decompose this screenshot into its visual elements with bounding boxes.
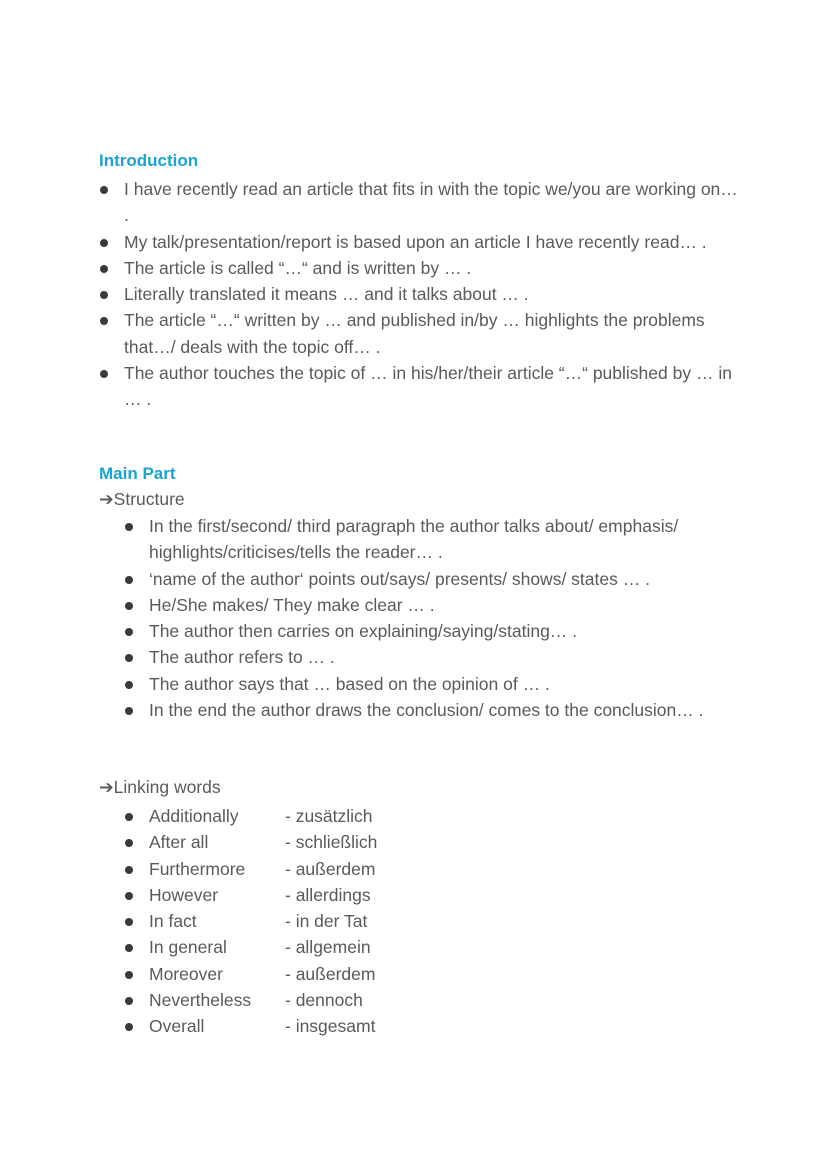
bullet-icon [125, 918, 133, 926]
bullet-icon [100, 239, 108, 247]
bullet-icon [125, 523, 133, 531]
list-item: Nevertheless - dennoch [124, 987, 444, 1013]
list-item: The article “…“ written by … and published in/by … highlights the problems that…/ deals with the topic off… . [99, 307, 739, 360]
bullet-icon [125, 576, 133, 584]
list-item: He/She makes/ They make clear … . [124, 592, 714, 618]
linking-words-list [124, 803, 444, 1040]
list-item: Literally translated it means … and it talks about … . [99, 281, 739, 307]
linking-words-label: ➔Linking words [99, 777, 221, 797]
bullet-icon [125, 944, 133, 952]
bullet-icon [125, 839, 133, 847]
list-item: However - allerdings [124, 882, 444, 908]
list-item: In the first/second/ third paragraph the author talks about/ emphasis/ highlights/criticises/tells the reader… . [124, 513, 714, 566]
introduction-list [99, 176, 739, 413]
bullet-icon [125, 602, 133, 610]
list-item: I have recently read an article that fits in with the topic we/you are working on… . [99, 176, 739, 229]
bullet-icon [125, 866, 133, 874]
list-item: The author touches the topic of … in his/her/their article “…“ published by … in … . [99, 360, 739, 413]
structure-label: ➔Structure [99, 489, 185, 509]
bullet-icon [100, 186, 108, 194]
list-item: In fact - in der Tat [124, 908, 444, 934]
bullet-icon [100, 265, 108, 273]
list-item: Additionally - zusätzlich [124, 803, 444, 829]
bullet-icon [125, 997, 133, 1005]
bullet-icon [100, 370, 108, 378]
list-item: The author says that … based on the opinion of … . [124, 671, 714, 697]
bullet-icon [125, 1023, 133, 1031]
bullet-icon [100, 291, 108, 299]
list-item: ‘name of the author‘ points out/says/ presents/ shows/ states … . [124, 566, 714, 592]
list-item: Furthermore - außerdem [124, 856, 444, 882]
list-item: In the end the author draws the conclusion/ comes to the conclusion… . [124, 697, 714, 723]
list-item: Moreover - außerdem [124, 961, 444, 987]
bullet-icon [125, 892, 133, 900]
bullet-icon [125, 813, 133, 821]
list-item: After all - schließlich [124, 829, 444, 855]
introduction-heading: Introduction [99, 151, 199, 170]
bullet-icon [125, 971, 133, 979]
bullet-icon [125, 628, 133, 636]
list-item: Overall - insgesamt [124, 1013, 444, 1039]
list-item: The article is called “…“ and is written by … . [99, 255, 739, 281]
bullet-icon [100, 317, 108, 325]
list-item: In general - allgemein [124, 934, 444, 960]
main-part-heading: Main Part [99, 464, 176, 483]
list-item: The author then carries on explaining/saying/stating… . [124, 618, 714, 644]
bullet-icon [125, 707, 133, 715]
structure-list [124, 513, 714, 723]
list-item: My talk/presentation/report is based upon an article I have recently read… . [99, 229, 739, 255]
bullet-icon [125, 681, 133, 689]
list-item: The author refers to … . [124, 644, 714, 670]
bullet-icon [125, 654, 133, 662]
